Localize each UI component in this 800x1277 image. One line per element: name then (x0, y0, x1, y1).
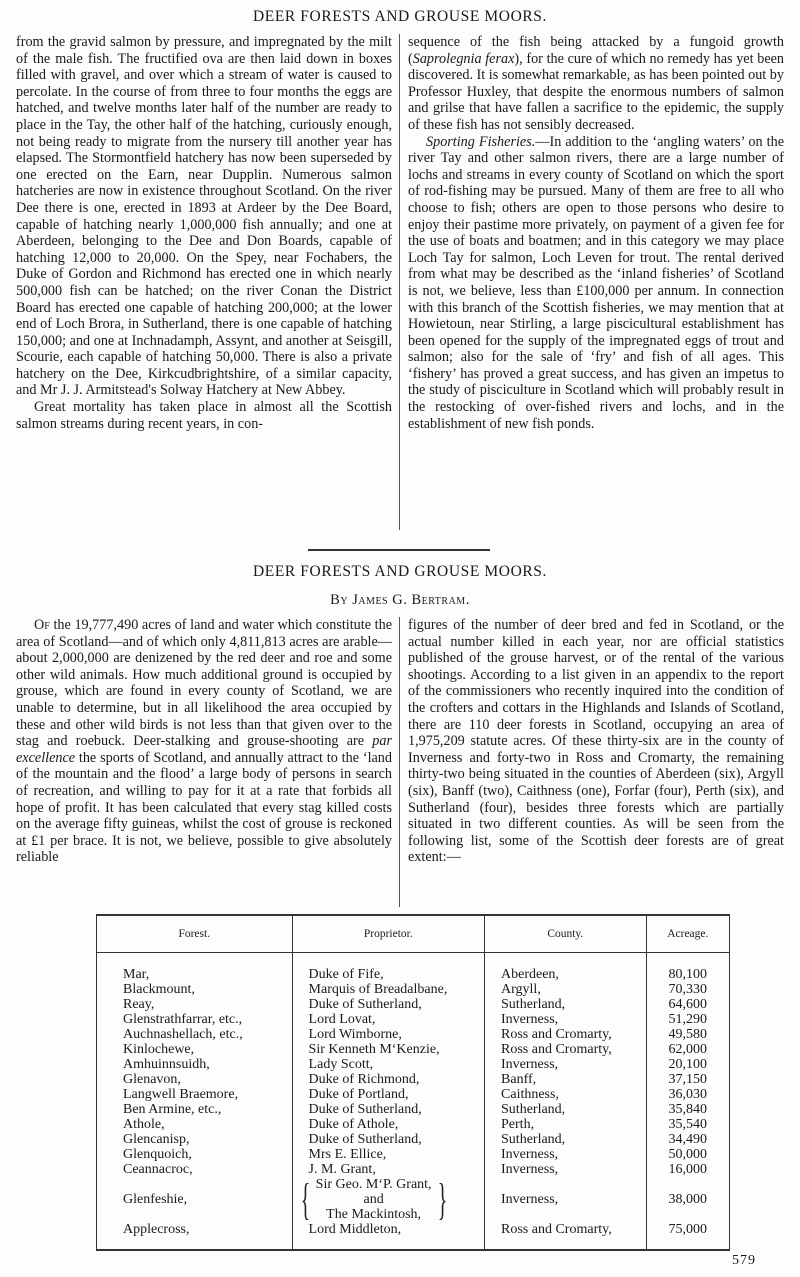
acreage-cell: 49,580 (646, 1027, 729, 1042)
table-row (97, 1087, 730, 1102)
forest-cell: Blackmount, (97, 982, 293, 997)
acreage-cell: 64,600 (646, 997, 729, 1012)
proprietor-cell: Duke of Sutherland, (292, 997, 484, 1012)
county-cell: Inverness, (485, 1147, 647, 1162)
text: the 19,777,490 acres of land and water which constitute the area of Scotland—and of which only 4,811,813 acres are arable—about 2,000,000 are denizened by the red deer and roe and some other wild animals. How much additional ground is occupied by grouse, which are found in every county of Scotland, we are unable to determine, but in all likelihood the area occupied by these and other wild birds is not less than that given over to the stag and roebuck. Deer-stalking and grouse-shooting are (16, 617, 392, 750)
subsection-heading: Sporting Fisheries. (426, 133, 536, 150)
paragraph: figures of the number of deer bred and fed in Scotland, or the actual number killed in each year, nor are official statistics published of the grouse harvest, or of the rental of the various shootings. According to a list given in an appendix to the report of the commissioners who recently inquired into the condition of the crofters and cottars in the Highlands and Islands of Scotland, there are 110 deer forests in Scotland, occupying an area of 1,975,209 statute acres. Of these thirty-six are in the county of Inverness and forty-two in Ross and Cromarty, the remaining thirty-two being situated in the counties of Aberdeen (six), Argyll (six), Banff (two), Caithness (one), Forfar (four), Perth (six), and Sutherland (four), besides three forests which are partially situated in two different counties. As will be seen from the following list, some of the Scottish deer forests are of great extent:— (408, 617, 784, 866)
table-row (97, 1042, 730, 1057)
table-header-row (97, 915, 730, 953)
table-row (97, 1027, 730, 1042)
proprietor-cell: Lord Middleton, (292, 1222, 484, 1250)
article-left-column (16, 617, 399, 907)
acreage-cell: 36,030 (646, 1087, 729, 1102)
column-header-forest: Forest. (97, 915, 293, 953)
top-section (16, 34, 784, 530)
running-head: DEER FORESTS AND GROUSE MOORS. (252, 8, 548, 25)
proprietor-cell: J. M. Grant, (292, 1162, 484, 1177)
acreage-cell: 35,840 (646, 1102, 729, 1117)
text: sequence of the fish being attacked by a fungoid growth ( (408, 34, 784, 67)
table-row (97, 1177, 730, 1222)
county-cell: Inverness, (485, 1057, 647, 1072)
acreage-cell: 34,490 (646, 1132, 729, 1147)
forest-cell: Reay, (97, 997, 293, 1012)
drop-word: Of (34, 617, 50, 633)
forest-cell: Ben Armine, etc., (97, 1102, 293, 1117)
table-row (97, 1222, 730, 1250)
acreage-cell: 50,000 (646, 1147, 729, 1162)
italic-phrase: par excellence (16, 733, 392, 766)
table-row (97, 1072, 730, 1087)
text: the sports of Scotland, and annually attract to the ‘land of the mountain and the flood’ a large body of persons in search of recreation, and willing to pay for it at a rate that forbids all hope of profit. It has been calculated that every stag killed costs on the average fifty guineas, whilst the cost of grouse is reckoned at £1 per brace. It is not, we believe, possible to give absolutely reliable (16, 749, 392, 866)
column-header-county: County. (485, 915, 647, 953)
forest-cell: Amhuinnsuidh, (97, 1057, 293, 1072)
article-body (16, 617, 784, 907)
proprietor-cell: Lady Scott, (292, 1057, 484, 1072)
forest-cell: Applecross, (97, 1222, 293, 1250)
species-name: Saprolegnia ferax (412, 50, 515, 67)
paragraph: Great mortality has taken place in almost all the Scottish salmon streams during recent years, in con- (16, 399, 392, 432)
paragraph (16, 617, 392, 866)
county-cell: Banff, (485, 1072, 647, 1087)
table-body (97, 953, 730, 1251)
table-row (97, 1012, 730, 1027)
table-row (97, 953, 730, 983)
county-cell: Sutherland, (485, 997, 647, 1012)
table-row (97, 997, 730, 1012)
acreage-cell: 62,000 (646, 1042, 729, 1057)
county-cell: Ross and Cromarty, (485, 1222, 647, 1250)
proprietor-cell: Duke of Richmond, (292, 1072, 484, 1087)
article-byline: By James G. Bertram. (330, 592, 470, 608)
county-cell: Ross and Cromarty, (485, 1027, 647, 1042)
forest-cell: Langwell Braemore, (97, 1087, 293, 1102)
forest-cell: Glenfeshie, (97, 1177, 293, 1222)
table-row (97, 982, 730, 997)
section-divider (308, 549, 490, 551)
acreage-cell: 16,000 (646, 1162, 729, 1177)
table-row (97, 1162, 730, 1177)
county-cell: Perth, (485, 1117, 647, 1132)
table-row (97, 1147, 730, 1162)
acreage-cell: 38,000 (646, 1177, 729, 1222)
right-brace-icon: } (437, 1174, 447, 1224)
paragraph: from the gravid salmon by pressure, and impregnated by the milt of the male fish. The fructified ova are then laid down in boxes filled with gravel, and over which a stream of water is caused to percolate. In the course of from three to four months the eggs are hatched, and twelve months later half of the number are ready to place in the Tay, the other half of the hatching, curiously enough, not being ready to migrate from the nursery till another year has elapsed. The Stormontfield hatchery has now been superseded by one erected on the Earn, near Dupplin. Numerous salmon hatcheries are now in existence throughout Scotland. On the river Dee there is one, erected in 1893 at Ardeer by the Dee Board, capable of hatching nearly 1,000,000 fish annually; and one at Aberdeen, belonging to the Dee and Don Boards, capable of hatching 12,000 to 20,000. On the Spey, near Fochabers, the Duke of Gordon and Richmond has erected one in which nearly 500,000 fish can be hatched; on the river Conan the District Board has erected one capable of hatching 200,000; at the lower end of Loch Brora, in Sutherland, there is one capable of hatching 150,000; and one at Inchnadamph, Assynt, and another at Seisgill, Scourie, each capable of hatching 50,000. There is also a private hatchery on the Dee, Kirkcudbrightshire, of a similar capacity, and Mr J. J. Armitstead's Solway Hatchery at New Abbey. (16, 34, 392, 399)
forest-cell: Glenquoich, (97, 1147, 293, 1162)
proprietor-cell (292, 1174, 484, 1224)
forest-cell: Mar, (97, 953, 293, 983)
table-row (97, 1117, 730, 1132)
proprietor-cell: Duke of Sutherland, (292, 1132, 484, 1147)
proprietor-cell: Sir Kenneth M‘Kenzie, (292, 1042, 484, 1057)
proprietor-cell: Duke of Athole, (292, 1117, 484, 1132)
forest-cell: Glenstrathfarrar, etc., (97, 1012, 293, 1027)
page-number: 579 (732, 1253, 756, 1268)
proprietor-cell: Mrs E. Ellice, (292, 1147, 484, 1162)
acreage-cell: 35,540 (646, 1117, 729, 1132)
acreage-cell: 20,100 (646, 1057, 729, 1072)
proprietor-line: The Mackintosh, (326, 1207, 422, 1222)
column-header-acreage: Acreage. (646, 915, 729, 953)
top-right-column (399, 34, 784, 530)
forest-cell: Auchnashellach, etc., (97, 1027, 293, 1042)
acreage-cell: 51,290 (646, 1012, 729, 1027)
proprietor-line: Sir Geo. M‘P. Grant, (315, 1177, 432, 1192)
acreage-cell: 80,100 (646, 953, 729, 983)
acreage-cell: 70,330 (646, 982, 729, 997)
county-cell: Sutherland, (485, 1132, 647, 1147)
proprietor-cell: Duke of Portland, (292, 1087, 484, 1102)
article-right-column (399, 617, 784, 907)
forest-cell: Glenavon, (97, 1072, 293, 1087)
proprietor-cell: Lord Wimborne, (292, 1027, 484, 1042)
county-cell: Sutherland, (485, 1102, 647, 1117)
county-cell: Caithness, (485, 1087, 647, 1102)
county-cell: Ross and Cromarty, (485, 1042, 647, 1057)
county-cell: Argyll, (485, 982, 647, 997)
proprietor-cell: Lord Lovat, (292, 1012, 484, 1027)
joint-proprietors (316, 1177, 432, 1222)
proprietor-cell: Duke of Fife, (292, 953, 484, 983)
proprietor-cell: Marquis of Breadalbane, (292, 982, 484, 997)
paragraph (408, 134, 784, 433)
proprietor-cell: Duke of Sutherland, (292, 1102, 484, 1117)
table-row (97, 1057, 730, 1072)
county-cell: Inverness, (485, 1162, 647, 1177)
proprietor-line: and (363, 1192, 384, 1207)
paragraph (408, 34, 784, 134)
left-brace-icon: { (300, 1174, 310, 1224)
acreage-cell: 37,150 (646, 1072, 729, 1087)
county-cell: Aberdeen, (485, 953, 647, 983)
deer-forests-table (96, 914, 730, 1251)
forest-cell: Ceannacroc, (97, 1162, 293, 1177)
table-row (97, 1102, 730, 1117)
column-header-proprietor: Proprietor. (292, 915, 484, 953)
text: —In addition to the ‘angling waters’ on the river Tay and other salmon rivers, there are a large number of lochs and streams in every county of Scotland on which the sport of rod-fishing may be pursued. Many of them are free to all who choose to fish; others are open to those persons who desire to enjoy their pastime more privately, on payment of a given fee for the use of boats and boatmen; and in this category we may place Loch Tay for salmon, Loch Leven for trout. The rental derived from what may be described as the ‘inland fisheries’ of Scotland is not, we believe, less than £100,000 per annum. In connection with this branch of the Scottish fisheries, we may mention that at Howietoun, near Stirling, a large piscicultural establishment has been opened for the supply of the impregnated eggs of trout and salmon; also for the sale of ‘fry’ and fish of all ages. This ‘fishery’ has proved a great success, and has given an impetus to the study of pisciculture in Scotland which will probably result in the restocking of over-fished rivers and lochs, and in the establishment of new fish ponds. (408, 133, 784, 432)
county-cell: Inverness, (485, 1177, 647, 1222)
article-title: DEER FORESTS AND GROUSE MOORS. (252, 563, 548, 580)
forest-cell: Kinlochewe, (97, 1042, 293, 1057)
table-row (97, 1132, 730, 1147)
forest-cell: Athole, (97, 1117, 293, 1132)
text: ), for the cure of which no remedy has yet been discovered. It is somewhat remarkable, as has been pointed out by Professor Huxley, that despite the enormous numbers of salmon and grilse that have fallen a sacrifice to the epidemic, the supply of these fish has not sensibly decreased. (408, 50, 785, 133)
top-left-column (16, 34, 399, 530)
acreage-cell: 75,000 (646, 1222, 729, 1250)
county-cell: Inverness, (485, 1012, 647, 1027)
forest-cell: Glencanisp, (97, 1132, 293, 1147)
